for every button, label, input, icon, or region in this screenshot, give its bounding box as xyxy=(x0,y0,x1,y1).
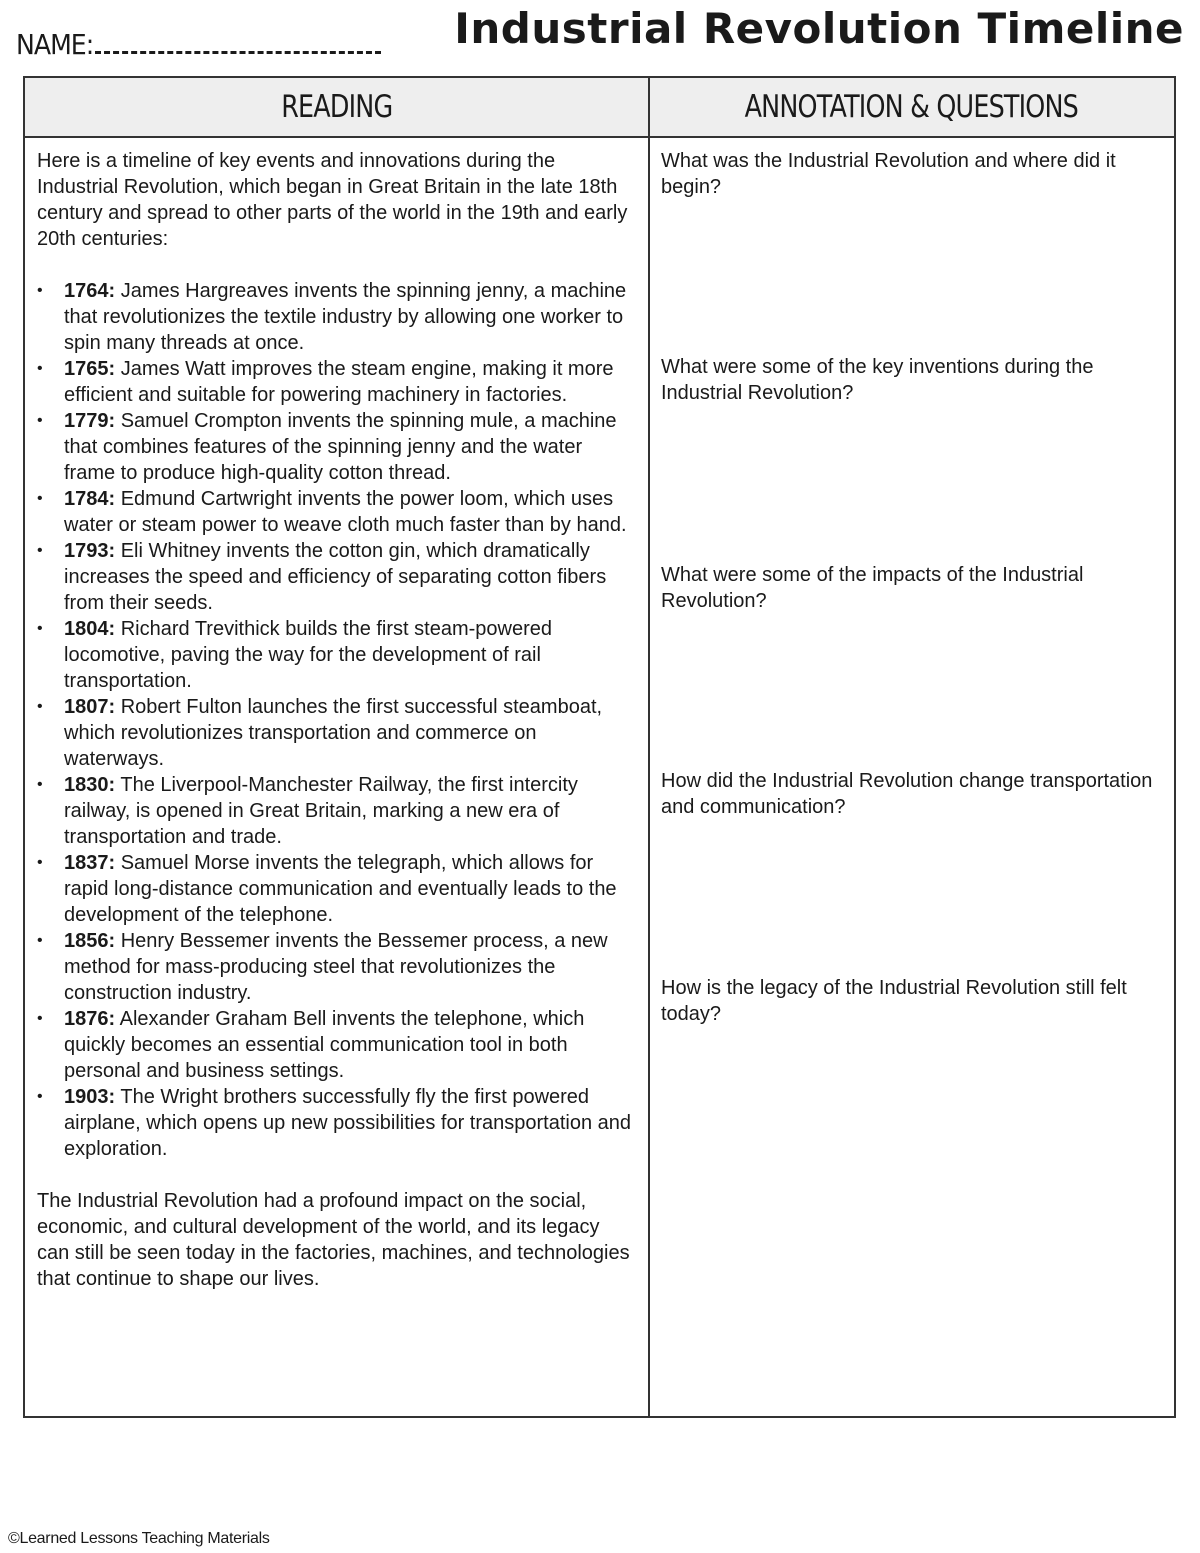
question-5: How is the legacy of the Industrial Revolution still felt today? xyxy=(661,977,1127,1025)
question-3: What were some of the impacts of the Industrial Revolution? xyxy=(661,564,1084,612)
bullet-icon: • xyxy=(37,1088,43,1105)
name-field xyxy=(16,28,381,61)
question-1: What was the Industrial Revolution and where did it begin? xyxy=(661,150,1116,198)
questions-column-header xyxy=(649,78,1174,138)
timeline-text: Richard Trevithick builds the first steam-powered locomotive, paving the way for the development of rail transportation. xyxy=(64,618,552,692)
timeline-text: James Hargreaves invents the spinning jenny, a machine that revolutionizes the textile industry by allowing one worker to spin many threads at once. xyxy=(64,280,627,354)
timeline-text: Alexander Graham Bell invents the telephone, which quickly becomes an essential communication tool in both personal and business settings. xyxy=(64,1008,585,1082)
reading-column-header xyxy=(25,78,649,138)
timeline-item xyxy=(37,278,637,356)
column-divider xyxy=(648,78,650,1416)
bullet-icon: • xyxy=(37,360,43,377)
copyright-footer: ©Learned Lessons Teaching Materials xyxy=(8,1530,270,1547)
reading-intro: Here is a timeline of key events and innovations during the Industrial Revolution, which began in Great Britain in the late 18th century and spread to other parts of the world in the 19th and early 20th centuries: xyxy=(37,150,628,250)
timeline-text: Edmund Cartwright invents the power loom, which uses water or steam power to weave cloth much faster than by hand. xyxy=(64,488,627,536)
timeline-year: 1903: xyxy=(64,1086,116,1108)
timeline-year: 1876: xyxy=(64,1008,116,1030)
reading-column-header-label: READING xyxy=(281,89,393,125)
timeline-item xyxy=(37,1084,637,1162)
timeline-year: 1793: xyxy=(64,540,116,562)
timeline-item xyxy=(37,486,637,538)
timeline-text: The Wright brothers successfully fly the first powered airplane, which opens up new possibilities for transportation and exploration. xyxy=(64,1086,632,1160)
page-title: Industrial Revolution Timeline xyxy=(454,4,1184,53)
timeline-year: 1804: xyxy=(64,618,116,640)
bullet-icon: • xyxy=(37,542,43,559)
timeline-list xyxy=(37,278,637,1162)
timeline-item xyxy=(37,616,637,694)
bullet-icon: • xyxy=(37,620,43,637)
timeline-year: 1764: xyxy=(64,280,116,302)
bullet-icon: • xyxy=(37,698,43,715)
timeline-item xyxy=(37,772,637,850)
timeline-year: 1807: xyxy=(64,696,116,718)
timeline-year: 1837: xyxy=(64,852,116,874)
timeline-year: 1784: xyxy=(64,488,116,510)
timeline-text: James Watt improves the steam engine, making it more efficient and suitable for powering machinery in factories. xyxy=(64,358,614,406)
bullet-icon: • xyxy=(37,854,43,871)
timeline-item xyxy=(37,356,637,408)
timeline-item xyxy=(37,928,637,1006)
bullet-icon: • xyxy=(37,282,43,299)
worksheet-table xyxy=(23,76,1176,1418)
timeline-item xyxy=(37,694,637,772)
timeline-text: Eli Whitney invents the cotton gin, which dramatically increases the speed and efficiency of separating cotton fibers from their seeds. xyxy=(64,540,607,614)
timeline-year: 1830: xyxy=(64,774,116,796)
reading-column xyxy=(37,148,637,1292)
question-2: What were some of the key inventions during the Industrial Revolution? xyxy=(661,356,1094,404)
timeline-text: Henry Bessemer invents the Bessemer process, a new method for mass-producing steel that revolutionizes the construction industry. xyxy=(64,930,608,1004)
questions-column-header-label: ANNOTATION & QUESTIONS xyxy=(744,89,1079,125)
name-blank-line[interactable] xyxy=(95,47,381,54)
timeline-item xyxy=(37,538,637,616)
bullet-icon: • xyxy=(37,932,43,949)
timeline-year: 1856: xyxy=(64,930,116,952)
bullet-icon: • xyxy=(37,776,43,793)
reading-conclusion: The Industrial Revolution had a profound impact on the social, economic, and cultural development of the world, and its legacy can still be seen today in the factories, machines, and technologies that continue to shape our lives. xyxy=(37,1190,630,1290)
name-label: NAME: xyxy=(16,28,94,61)
timeline-text: Samuel Morse invents the telegraph, which allows for rapid long-distance communication and eventually leads to the development of the telephone. xyxy=(64,852,617,926)
timeline-item xyxy=(37,850,637,928)
timeline-text: The Liverpool-Manchester Railway, the first intercity railway, is opened in Great Britain, marking a new era of transportation and trade. xyxy=(64,774,578,848)
question-4: How did the Industrial Revolution change transportation and communication? xyxy=(661,770,1153,818)
timeline-item xyxy=(37,408,637,486)
timeline-item xyxy=(37,1006,637,1084)
bullet-icon: • xyxy=(37,490,43,507)
timeline-text: Robert Fulton launches the first successful steamboat, which revolutionizes transportation and commerce on waterways. xyxy=(64,696,603,770)
timeline-year: 1779: xyxy=(64,410,116,432)
timeline-text: Samuel Crompton invents the spinning mule, a machine that combines features of the spinning jenny and the water frame to produce high-quality cotton thread. xyxy=(64,410,617,484)
bullet-icon: • xyxy=(37,1010,43,1027)
bullet-icon: • xyxy=(37,412,43,429)
timeline-year: 1765: xyxy=(64,358,116,380)
